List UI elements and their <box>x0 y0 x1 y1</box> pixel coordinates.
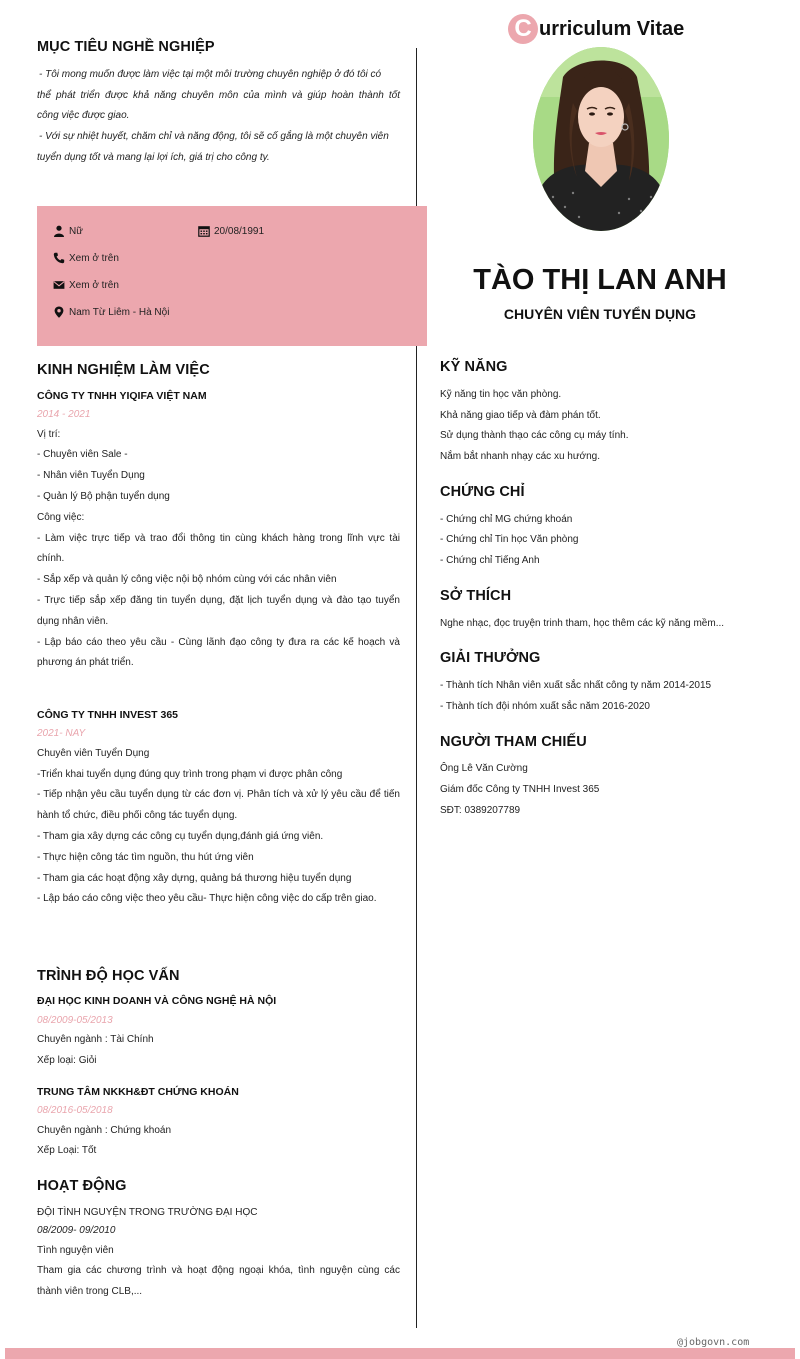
job-line: -Triển khai tuyển dụng đúng quy trình trong phạm vi được phân công <box>37 769 343 780</box>
job-line: - Thực hiện công tác tìm nguồn, thu hút ứng viên <box>37 852 254 863</box>
school-line: Xếp Loại: Tốt <box>37 1145 97 1156</box>
skill-item: Kỹ năng tin học văn phòng. <box>440 389 562 400</box>
gender-value: Nữ <box>69 225 83 237</box>
objective-line: công việc được giao. <box>37 110 130 121</box>
certificates-title: CHỨNG CHỈ <box>440 484 525 500</box>
location-pin-icon <box>53 306 65 318</box>
job-line: - Tham gia các hoạt động xây dựng, quảng bá thương hiệu tuyển dụng <box>37 873 352 884</box>
school-line: Xếp loại: Giỏi <box>37 1055 97 1066</box>
job-line: - Nhân viên Tuyển Dụng <box>37 470 145 481</box>
job-line: Công việc: <box>37 512 85 523</box>
job-line: - Trực tiếp sắp xếp đăng tin tuyển dụng, đặt lịch tuyển dụng và đào tạo tuyển <box>37 595 400 606</box>
phone-icon <box>53 252 65 264</box>
activities-title: HOẠT ĐỘNG <box>37 1178 127 1194</box>
job-line: - Lập báo cáo theo yêu cầu - Cùng lãnh đạo công ty đưa ra các kế hoạch và <box>37 637 400 648</box>
candidate-name: TÀO THỊ LAN ANH <box>473 264 727 296</box>
school-name: TRUNG TÂM NKKH&ĐT CHỨNG KHOÁN <box>37 1086 239 1098</box>
experience-title: KINH NGHIỆM LÀM VIỆC <box>37 362 210 378</box>
school-date: 08/2009-05/2013 <box>37 1015 113 1026</box>
gender-info <box>53 225 83 237</box>
hobbies-title: SỞ THÍCH <box>440 588 512 604</box>
watermark: @jobgovn.com <box>677 1337 750 1348</box>
job-date: 2014 - 2021 <box>37 409 91 420</box>
job-line: - Quản lý Bộ phận tuyển dụng <box>37 491 170 502</box>
objective-line: tuyển dụng tốt và mang lại lợi ích, giá trị cho công ty. <box>37 152 270 163</box>
company-name: CÔNG TY TNHH INVEST 365 <box>37 709 179 721</box>
profile-photo <box>533 47 669 231</box>
activity-org: ĐỘI TÌNH NGUYỆN TRONG TRƯỜNG ĐẠI HỌC <box>37 1207 258 1218</box>
certificate-item: - Chứng chỉ MG chứng khoán <box>440 514 573 525</box>
objective-line: - Tôi mong muốn được làm việc tại một môi trường chuyên nghiệp ở đó tôi có <box>39 69 382 80</box>
job-line: - Lập báo cáo công việc theo yêu cầu- Thực hiện công việc do cấp trên giao. <box>37 893 377 904</box>
calendar-icon <box>198 225 210 237</box>
company-name: CÔNG TY TNHH YIQIFA VIỆT NAM <box>37 390 207 402</box>
job-line: hành tổ chức, điều phối công tác tuyển dụng. <box>37 810 238 821</box>
objective-title: MỤC TIÊU NGHỀ NGHIỆP <box>37 39 215 55</box>
profile-photo-illustration <box>533 47 669 231</box>
email-value: Xem ở trên <box>69 279 119 291</box>
school-line: Chuyên ngành : Chứng khoán <box>37 1125 172 1136</box>
skills-title: KỸ NĂNG <box>440 359 508 375</box>
job-line: - Tiếp nhận yêu cầu tuyển dụng từ các đơn vị. Phân tích và xử lý yêu cầu để tiến <box>37 789 400 800</box>
job-line: - Làm việc trực tiếp và trao đổi thông tin cùng khách hàng trong lĩnh vực tài <box>37 533 400 544</box>
certificate-item: - Chứng chỉ Tin học Văn phòng <box>440 534 579 545</box>
footer-bar <box>5 1348 795 1359</box>
dob-value: 20/08/1991 <box>214 225 265 237</box>
school-line: Chuyên ngành : Tài Chính <box>37 1034 154 1045</box>
skill-item: Khả năng giao tiếp và đàm phán tốt. <box>440 410 601 421</box>
awards-title: GIẢI THƯỞNG <box>440 650 541 666</box>
activity-line: thành viên trong CLB,... <box>37 1286 143 1297</box>
address-info <box>53 306 169 318</box>
objective-line: - Với sự nhiệt huyết, chăm chỉ và năng động, tôi sẽ cố gắng là một chuyên viên <box>39 131 389 142</box>
award-item: - Thành tích đội nhóm xuất sắc năm 2016-2020 <box>440 701 650 712</box>
activity-line: Tham gia các chương trình và hoạt động ngoại khóa, tình nguyện cùng các <box>37 1265 400 1276</box>
email-info <box>53 279 119 291</box>
mail-icon <box>53 279 65 291</box>
hobbies-text: Nghe nhạc, đọc truyện trinh tham, học thêm các kỹ năng mềm... <box>440 618 725 629</box>
activity-date: 08/2009- 09/2010 <box>37 1225 116 1236</box>
objective-line: thể phát triển được khả năng chuyên môn của mình và giúp hoàn thành tốt <box>37 90 400 101</box>
reference-item: Giám đốc Công ty TNHH Invest 365 <box>440 784 600 795</box>
activity-line: Tình nguyện viên <box>37 1245 114 1256</box>
reference-item: SĐT: 0389207789 <box>440 805 521 816</box>
person-icon <box>53 225 65 237</box>
job-line: - Tham gia xây dựng các công cụ tuyển dụng,đánh giá ứng viên. <box>37 831 324 842</box>
school-date: 08/2016-05/2018 <box>37 1105 113 1116</box>
school-name: ĐẠI HỌC KINH DOANH VÀ CÔNG NGHỆ HÀ NỘI <box>37 995 277 1007</box>
reference-item: Ông Lê Văn Cường <box>440 763 528 774</box>
cv-title <box>508 14 684 44</box>
references-title: NGƯỜI THAM CHIẾU <box>440 734 587 750</box>
award-item: - Thành tích Nhân viên xuất sắc nhất công ty năm 2014-2015 <box>440 680 712 691</box>
job-line: - Chuyên viên Sale - <box>37 449 128 460</box>
address-value: Nam Từ Liêm - Hà Nội <box>69 306 170 318</box>
job-line: Chuyên viên Tuyển Dụng <box>37 748 150 759</box>
phone-info <box>53 252 119 264</box>
phone-value: Xem ở trên <box>69 252 119 264</box>
job-line: phương án phát triển. <box>37 657 134 668</box>
skill-item: Sử dụng thành thạo các công cụ máy tính. <box>440 430 629 441</box>
job-date: 2021- NAY <box>37 728 86 739</box>
job-line: - Sắp xếp và quản lý công việc nội bộ nhóm cùng với các nhân viên <box>37 574 337 585</box>
certificate-item: - Chứng chỉ Tiếng Anh <box>440 555 540 566</box>
candidate-role: CHUYÊN VIÊN TUYỂN DỤNG <box>503 306 697 322</box>
dob-info <box>198 225 264 237</box>
job-line: chính. <box>37 553 65 564</box>
cv-initial-circle: C <box>508 14 538 44</box>
cv-title-text: urriculum Vitae <box>539 17 685 40</box>
job-line: dụng nhân viên. <box>37 616 109 627</box>
skill-item: Nắm bắt nhanh nhạy các xu hướng. <box>440 451 601 462</box>
job-line: Vị trí: <box>37 429 61 440</box>
education-title: TRÌNH ĐỘ HỌC VẤN <box>37 968 180 984</box>
